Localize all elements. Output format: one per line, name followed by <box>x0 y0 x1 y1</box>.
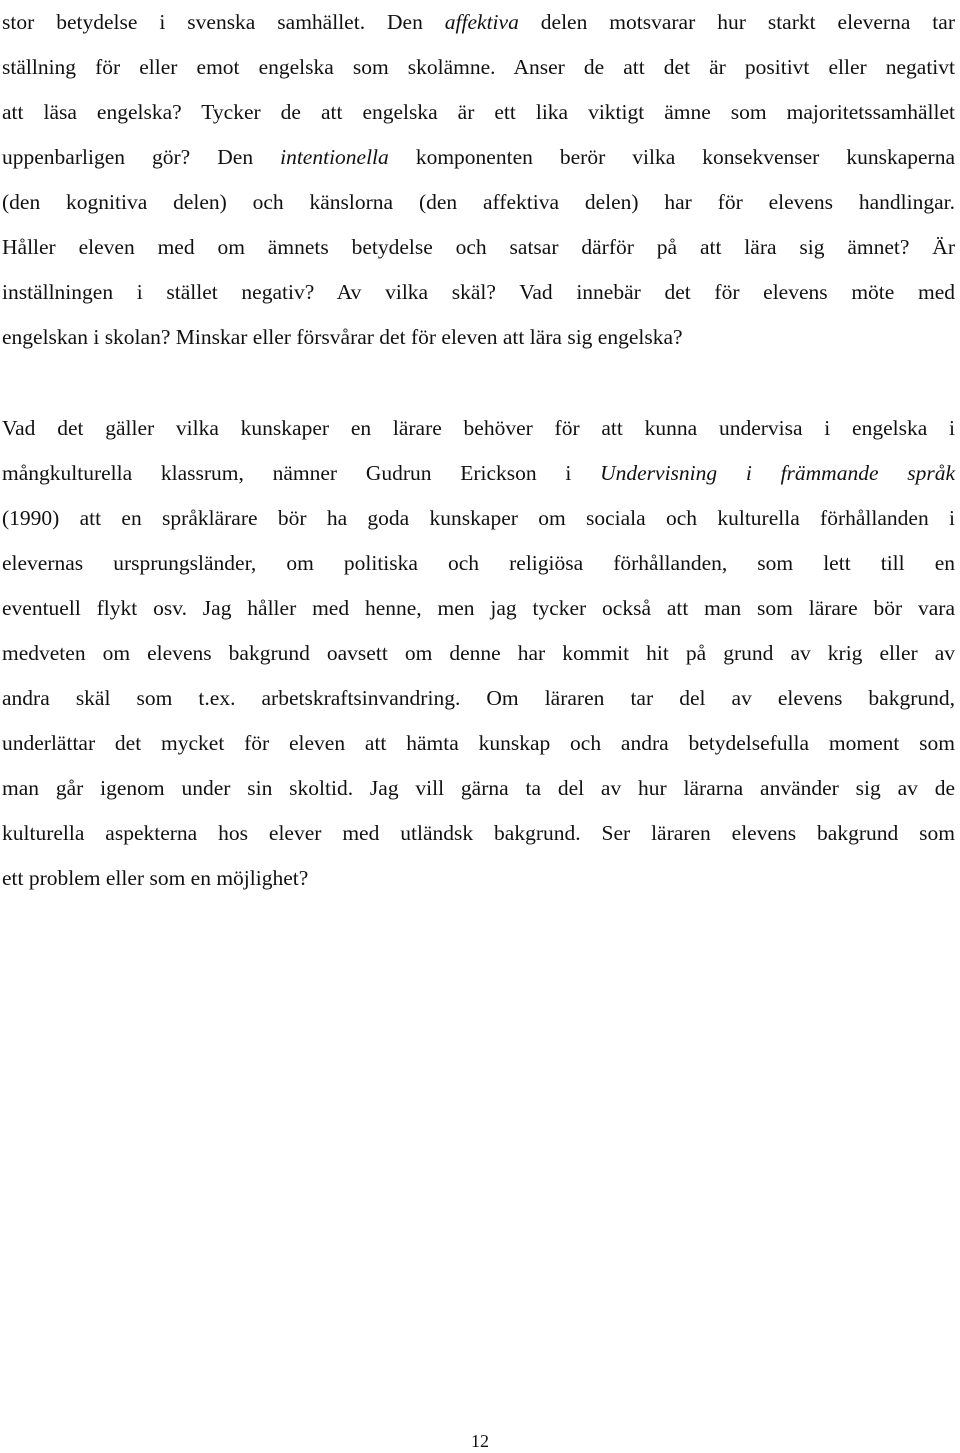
text-run: eventuell flykt osv. Jag håller med henne, men jag tycker också att man som lärare bör vara <box>2 596 955 620</box>
text-run: (1990) att en språklärare bör ha goda kunskaper om sociala och kulturella förhållanden i <box>2 506 955 530</box>
text-run: uppenbarligen gör? Den <box>2 145 281 169</box>
italic-text: Undervisning i främmande språk <box>600 461 956 485</box>
text-line <box>2 225 955 270</box>
text-run: inställningen i stället negativ? Av vilka skäl? Vad innebär det för elevens möte med <box>2 280 955 304</box>
text-run: (den kognitiva delen) och känslorna (den affektiva delen) har för elevens handlingar. <box>2 190 955 214</box>
text-run: stor betydelse i svenska samhället. Den <box>2 10 445 34</box>
text-run: elevernas ursprungsländer, om politiska och religiösa förhållanden, som lett till en <box>2 551 955 575</box>
text-run: delen motsvarar hur starkt eleverna tar <box>518 10 955 34</box>
text-line <box>2 766 955 811</box>
text-line <box>2 811 955 856</box>
text-line <box>2 676 955 721</box>
text-run: mångkulturella klassrum, nämner Gudrun Erickson i <box>2 461 601 485</box>
text-run: andra skäl som t.ex. arbetskraftsinvandring. Om läraren tar del av elevens bakgrund, <box>2 686 955 710</box>
text-run: att läsa engelska? Tycker de att engelska är ett lika viktigt ämne som majoritetssamhället <box>2 100 955 124</box>
text-line <box>2 856 955 901</box>
page-number: 12 <box>471 1431 489 1451</box>
text-run: ett problem eller som en möjlighet? <box>2 866 309 890</box>
text-run: Håller eleven med om ämnets betydelse och satsar därför på att lära sig ämnet? Är <box>2 235 955 259</box>
text-run: medveten om elevens bakgrund oavsett om denne har kommit hit på grund av krig eller av <box>2 641 955 665</box>
text-line <box>2 496 955 541</box>
text-line <box>2 135 955 180</box>
text-line <box>2 270 955 315</box>
text-line <box>2 180 955 225</box>
text-line <box>2 406 955 451</box>
text-line <box>2 541 955 586</box>
text-line <box>2 721 955 766</box>
italic-text: intentionella <box>280 145 389 169</box>
text-run: Vad det gäller vilka kunskaper en lärare behöver för att kunna undervisa i engelska i <box>2 416 955 440</box>
text-run: komponenten berör vilka konsekvenser kunskaperna <box>388 145 956 169</box>
text-run: kulturella aspekterna hos elever med utländsk bakgrund. Ser läraren elevens bakgrund som <box>2 821 955 845</box>
text-line <box>2 451 955 496</box>
text-run: man går igenom under sin skoltid. Jag vill gärna ta del av hur lärarna använder sig av de <box>2 776 955 800</box>
paragraph-1 <box>2 0 955 360</box>
text-line <box>2 315 955 360</box>
italic-text: affektiva <box>444 10 519 34</box>
text-line <box>2 45 955 90</box>
text-run: underlättar det mycket för eleven att hämta kunskap och andra betydelsefulla moment som <box>2 731 955 755</box>
text-line <box>2 0 955 45</box>
text-line <box>2 631 955 676</box>
text-line <box>2 586 955 631</box>
text-line <box>2 90 955 135</box>
paragraph-2 <box>2 406 955 901</box>
text-run: engelskan i skolan? Minskar eller försvårar det för eleven att lära sig engelska? <box>2 325 683 349</box>
text-run: ställning för eller emot engelska som skolämne. Anser de att det är positivt eller negativt <box>2 55 955 79</box>
